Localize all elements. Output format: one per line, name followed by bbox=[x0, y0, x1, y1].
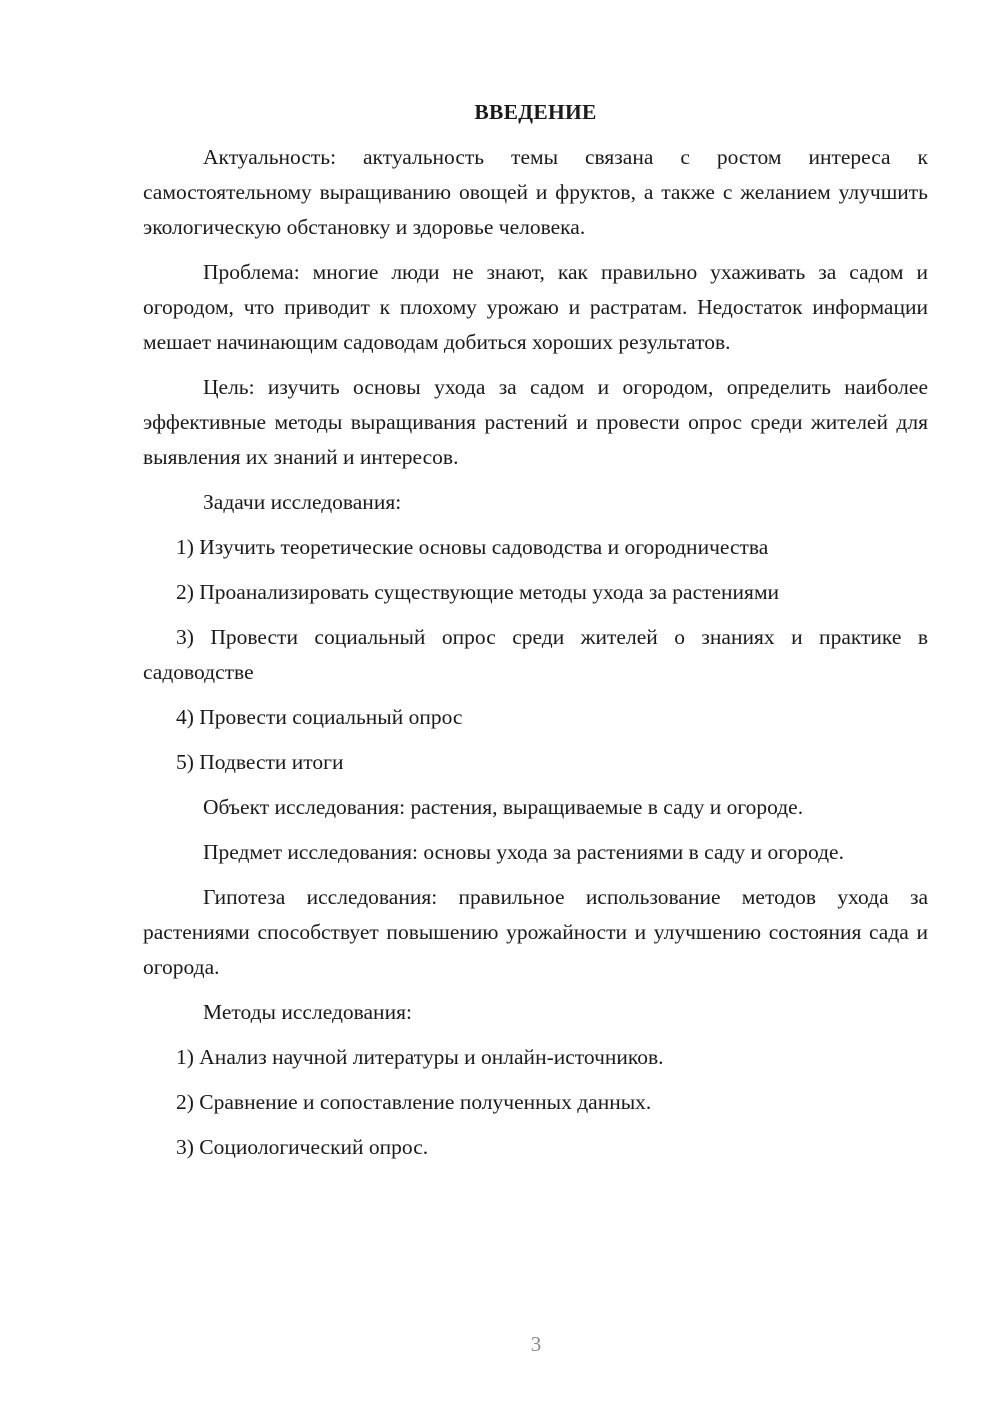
task-item-5: 5) Подвести итоги bbox=[176, 750, 344, 774]
method-item-2: 2) Сравнение и сопоставление полученных данных. bbox=[176, 1090, 652, 1114]
tasks-heading: Задачи исследования: bbox=[203, 490, 402, 514]
task-item-4: 4) Провести социальный опрос bbox=[176, 705, 463, 729]
hypothesis-paragraph: Гипотеза исследования: правильное использование методов ухода за растениями способствует повышению урожайности и улучшению состояния сада и огорода. bbox=[143, 885, 928, 979]
methods-heading: Методы исследования: bbox=[203, 1000, 412, 1024]
problem-paragraph: Проблема: многие люди не знают, как правильно ухаживать за садом и огородом, что приводит к плохому урожаю и растратам. Недостаток информации мешает начинающим садоводам добиться хороших результатов. bbox=[143, 260, 928, 354]
task-item-1: 1) Изучить теоретические основы садоводства и огородничества bbox=[176, 535, 769, 559]
method-item-3: 3) Социологический опрос. bbox=[176, 1135, 429, 1159]
object-paragraph: Объект исследования: растения, выращиваемые в саду и огороде. bbox=[203, 795, 804, 819]
task-item-3: 3) Провести социальный опрос среди жителей о знаниях и практике в садоводстве bbox=[143, 625, 928, 684]
section-title: ВВЕДЕНИЕ bbox=[474, 100, 597, 124]
method-item-1: 1) Анализ научной литературы и онлайн-источников. bbox=[176, 1045, 664, 1069]
task-item-2: 2) Проанализировать существующие методы ухода за растениями bbox=[176, 580, 780, 604]
goal-paragraph: Цель: изучить основы ухода за садом и огородом, определить наиболее эффективные методы выращивания растений и провести опрос среди жителей для выявления их знаний и интересов. bbox=[143, 375, 928, 469]
page-number: 3 bbox=[530, 1332, 542, 1356]
document-page bbox=[143, 95, 928, 1175]
subject-paragraph: Предмет исследования: основы ухода за растениями в саду и огороде. bbox=[203, 840, 844, 864]
relevance-paragraph: Актуальность: актуальность темы связана с ростом интереса к самостоятельному выращиванию овощей и фруктов, а также с желанием улучшить экологическую обстановку и здоровье человека. bbox=[143, 145, 928, 239]
